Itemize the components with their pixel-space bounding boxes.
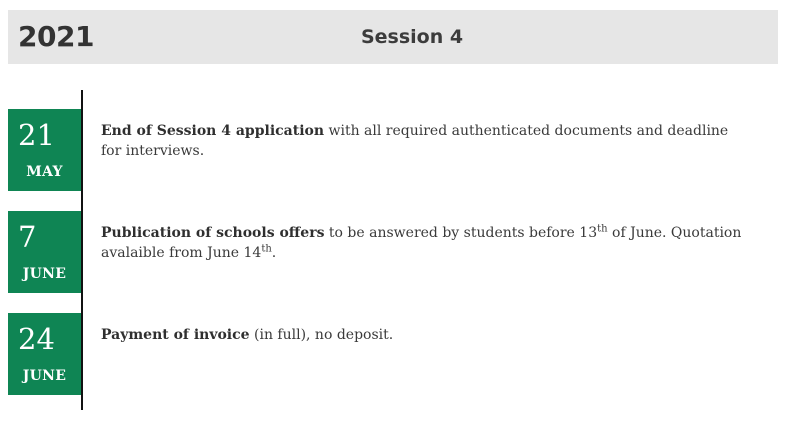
event-text: with all required authenticated documents and deadline for interviews. bbox=[101, 123, 729, 159]
date-month: JUNE bbox=[22, 368, 67, 384]
timeline-event bbox=[8, 109, 778, 191]
event-title: Payment of invoice bbox=[101, 327, 250, 343]
date-day: 7 bbox=[18, 220, 37, 254]
event-description bbox=[101, 325, 751, 345]
date-badge bbox=[8, 109, 81, 191]
date-day: 24 bbox=[18, 322, 55, 356]
session-title: Session 4 bbox=[360, 26, 464, 48]
event-title: Publication of schools offers bbox=[101, 225, 325, 241]
date-badge bbox=[8, 211, 81, 293]
event-text: to be answered by students before 13 bbox=[324, 225, 598, 241]
ordinal-suffix: th bbox=[261, 243, 272, 255]
session-header bbox=[8, 10, 778, 64]
timeline-event bbox=[8, 313, 778, 395]
date-month: JUNE bbox=[22, 266, 67, 282]
date-month: MAY bbox=[26, 164, 63, 180]
event-text: of June. Quotation avalaible from June 14 bbox=[101, 225, 742, 261]
event-text: (in full), no deposit. bbox=[249, 327, 394, 343]
date-badge bbox=[8, 313, 81, 395]
year-label: 2021 bbox=[18, 20, 94, 53]
ordinal-suffix: th bbox=[597, 223, 608, 235]
event-description bbox=[101, 223, 751, 263]
date-day: 21 bbox=[18, 118, 55, 152]
event-description bbox=[101, 121, 751, 161]
timeline-event bbox=[8, 211, 778, 293]
event-text: . bbox=[271, 245, 277, 261]
event-title: End of Session 4 application bbox=[101, 123, 325, 139]
